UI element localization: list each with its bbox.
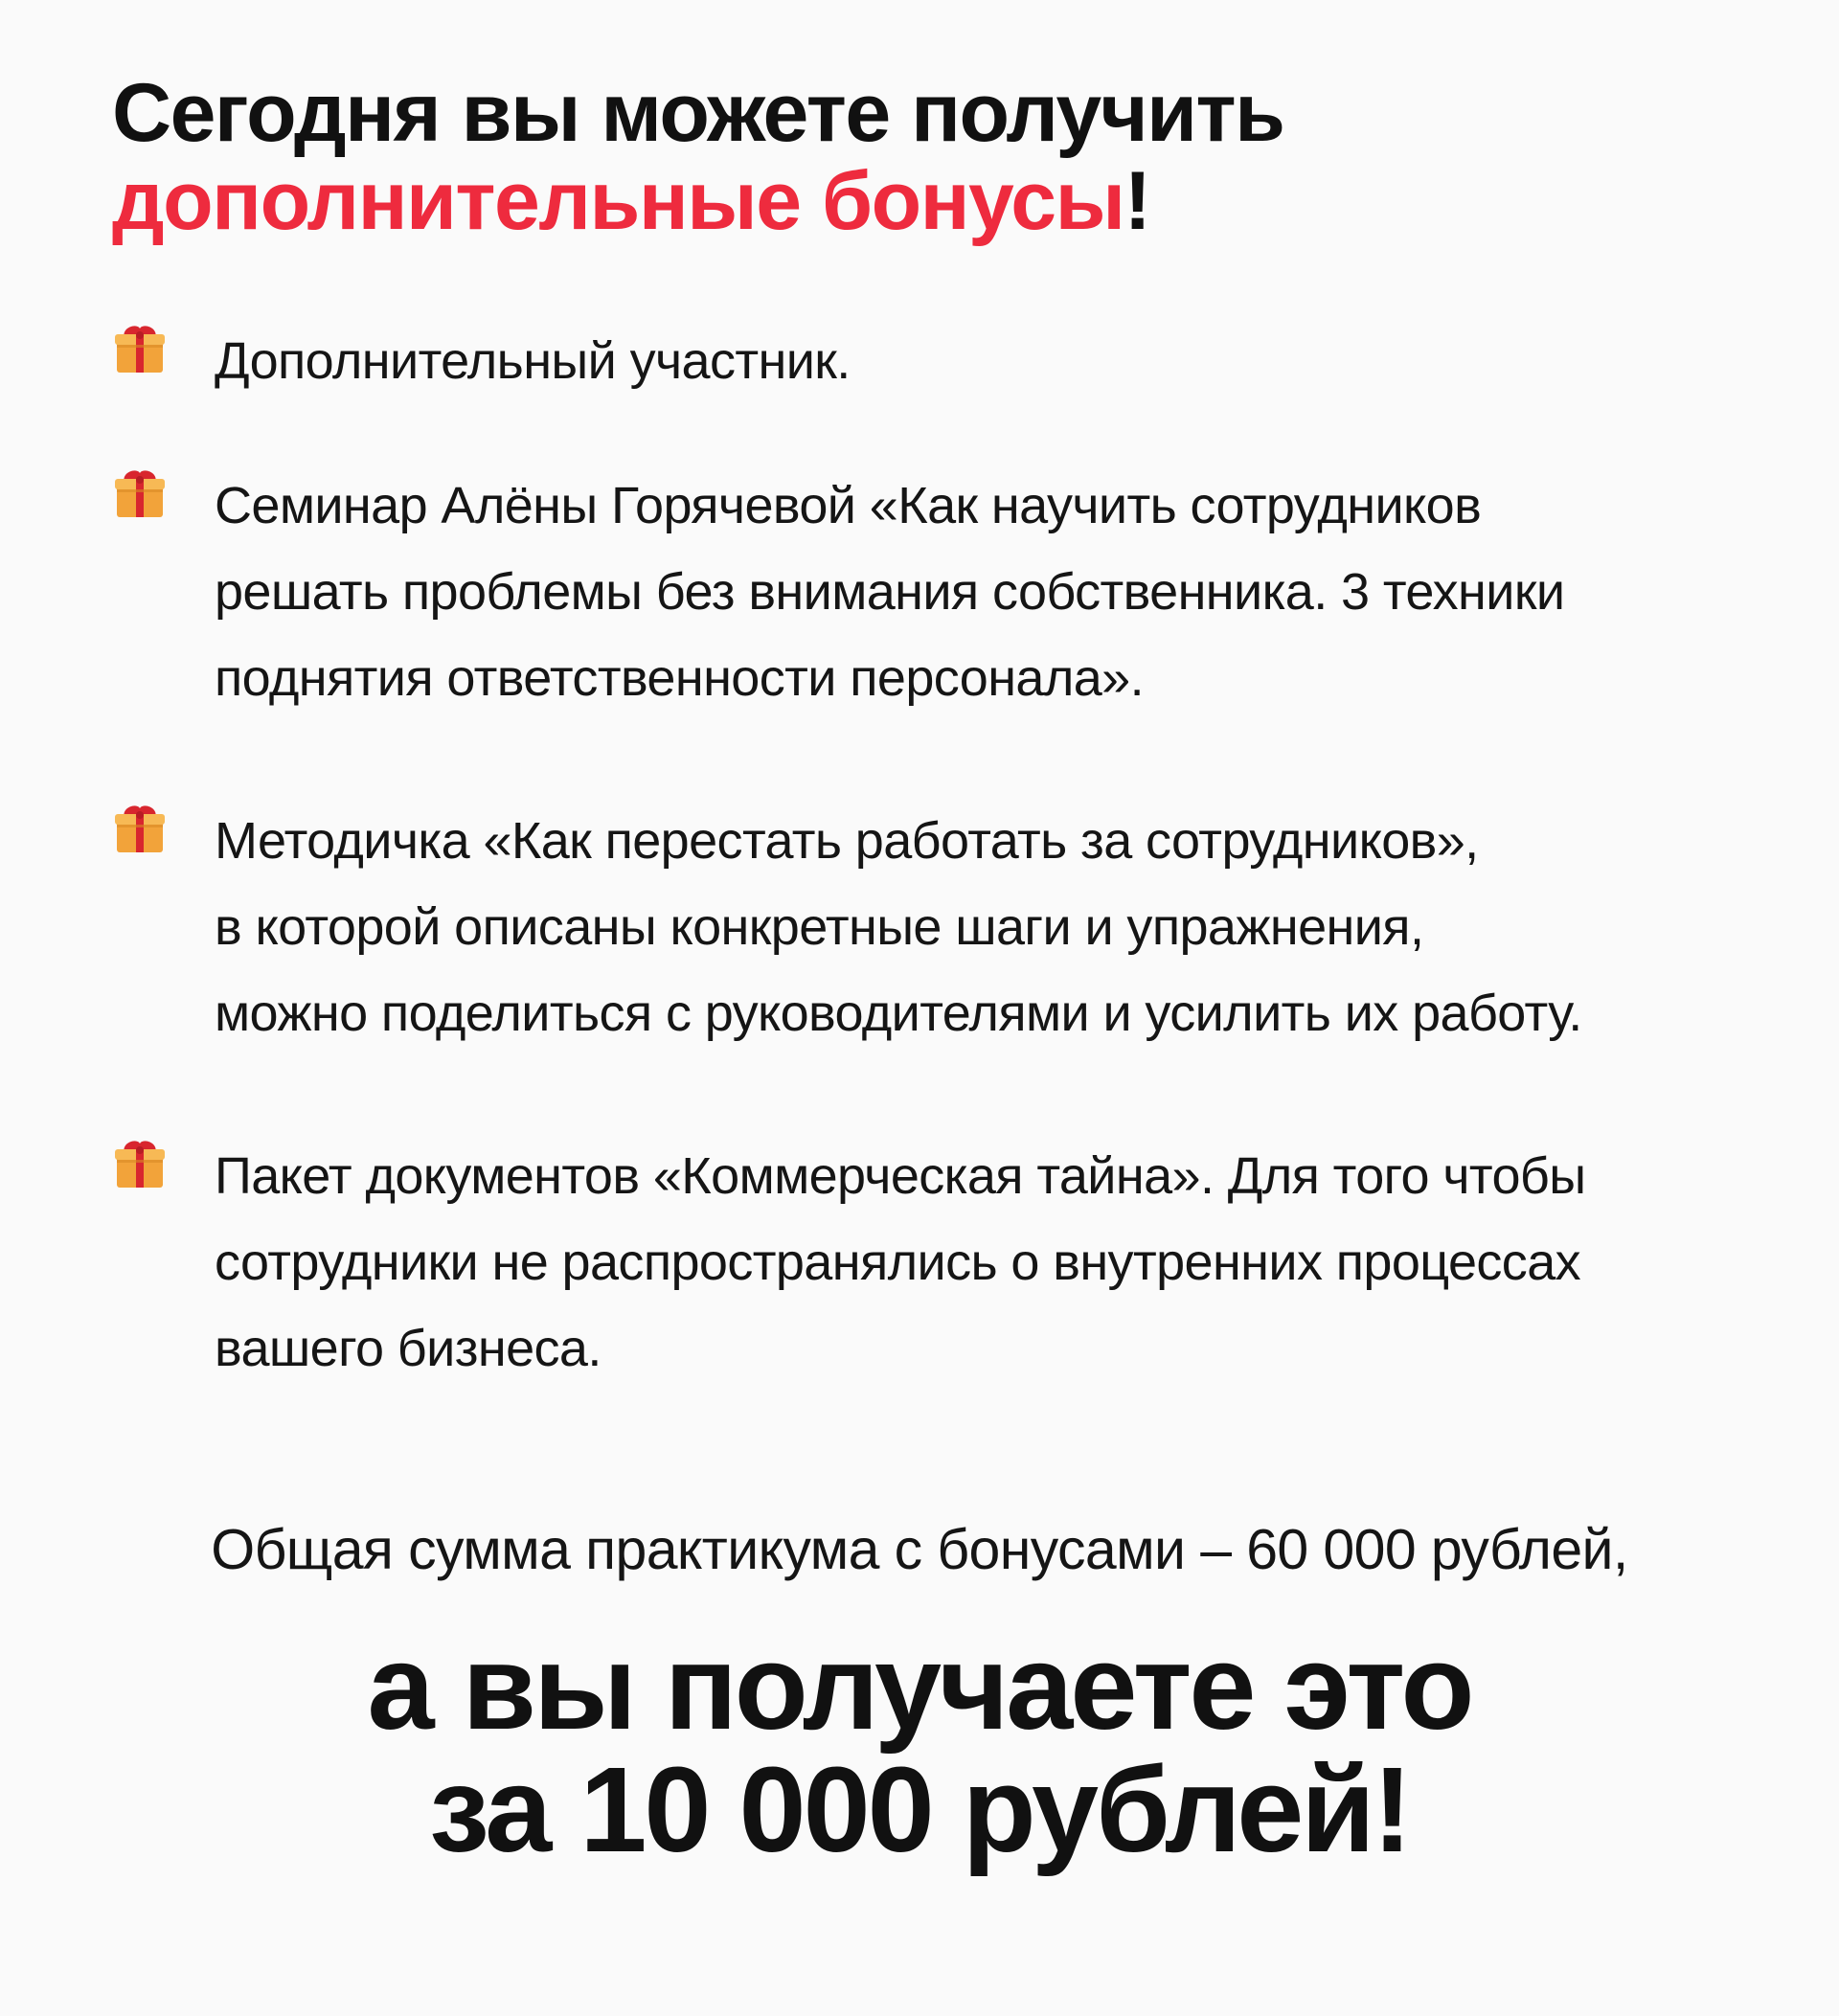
price-headline [0, 1620, 1839, 1877]
title-line-1: Сегодня вы можете получить [112, 67, 1284, 159]
title-suffix: ! [1124, 155, 1150, 247]
gift-icon [111, 800, 169, 857]
bonus-text: Методичка «Как перестать работать за сотрудников», в которой описаны конкретные шаги и упражнения, можно поделиться с руководителями и усилить их работу. [215, 812, 1582, 1042]
price-line-2: за 10 000 рублей! [429, 1742, 1410, 1877]
page-title [112, 69, 1740, 245]
gift-icon [111, 1135, 169, 1192]
gift-icon [111, 320, 169, 377]
title-accent: дополнительные бонусы [112, 155, 1124, 247]
total-sum-text: Общая сумма практикума с бонусами – 60 000 рублей, [211, 1518, 1628, 1581]
bonus-text: Пакет документов «Коммерческая тайна». Для того чтобы сотрудники не распространялись о внутренних процессах вашего бизнеса. [215, 1147, 1586, 1377]
price-line-1: а вы получаете это [367, 1620, 1472, 1755]
gift-icon [111, 464, 169, 522]
title-line-2 [112, 157, 1740, 245]
bonus-text: Семинар Алёны Горячевой «Как научить сотрудников решать проблемы без внимания собственника. 3 техники поднятия ответственности персонала». [215, 477, 1565, 707]
bonus-text: Дополнительный участник. [215, 332, 851, 390]
